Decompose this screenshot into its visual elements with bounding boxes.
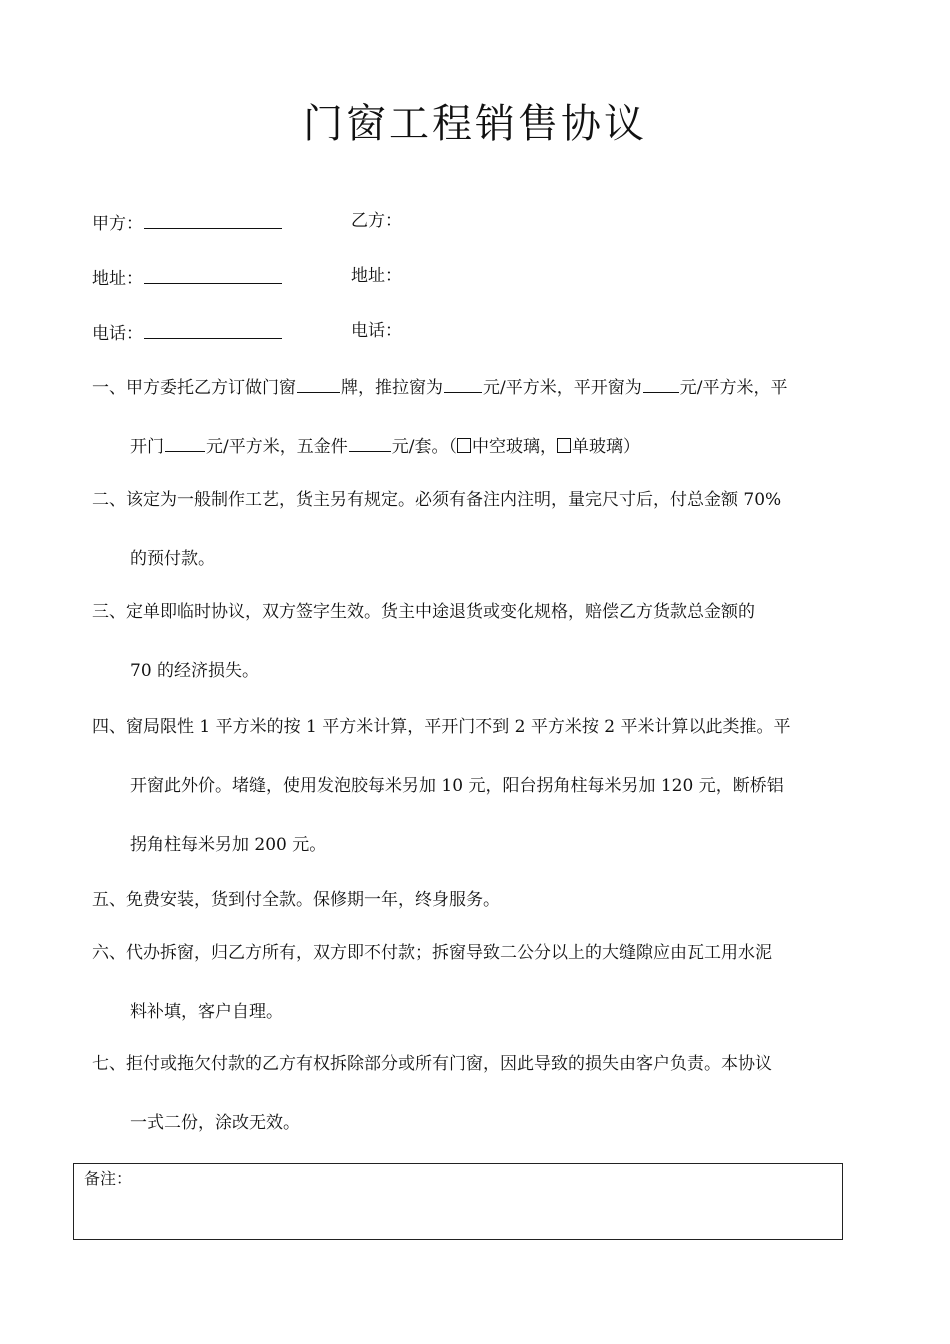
clause-4-line-1: 四、窗局限性 1 平方米的按 1 平方米计算，平开门不到 2 平方米按 2 平米计算以此类推。平 xyxy=(92,717,791,737)
clause-1-text-f: 元/平方米，五金件 xyxy=(206,437,348,457)
clause-1-text-b: 牌，推拉窗为 xyxy=(341,378,443,398)
clause-6-line-2: 料补填，客户自理。 xyxy=(130,1002,283,1022)
clause-1-text-a: 一、甲方委托乙方订做门窗 xyxy=(92,378,296,398)
party-b-phone-field xyxy=(351,319,402,343)
clause-3-line-1: 三、定单即临时协议，双方签字生效。货主中途退货或变化规格，赔偿乙方货款总金额的 xyxy=(92,602,755,622)
party-b-field xyxy=(351,209,402,233)
sliding-window-price-blank[interactable] xyxy=(444,373,482,393)
party-a-phone-label: 电话： xyxy=(92,324,143,344)
single-glass-option-label: 单玻璃） xyxy=(571,437,640,457)
door-price-blank[interactable] xyxy=(165,432,205,452)
clause-1-line-1 xyxy=(92,373,787,400)
brand-blank[interactable] xyxy=(297,373,340,393)
clause-1-line-2 xyxy=(130,432,640,459)
clause-4-line-3: 拐角柱每米另加 200 元。 xyxy=(130,835,327,855)
clause-2-line-1: 二、该定为一般制作工艺，货主另有规定。必须有备注内注明，量完尺寸后，付总金额 70% xyxy=(92,490,782,510)
party-a-field xyxy=(92,209,283,236)
clause-7-line-1: 七、拒付或拖欠付款的乙方有权拆除部分或所有门窗，因此导致的损失由客户负责。本协议 xyxy=(92,1054,772,1074)
party-b-address-field xyxy=(351,264,402,288)
clause-3-line-2: 70 的经济损失。 xyxy=(130,661,260,681)
party-a-address-label: 地址： xyxy=(92,269,143,289)
clause-1-text-g: 元/套。（ xyxy=(391,437,457,457)
party-a-address-blank[interactable] xyxy=(144,264,282,284)
party-a-phone-blank[interactable] xyxy=(144,319,282,339)
clause-1-text-c: 元/平方米，平开窗为 xyxy=(483,378,642,398)
party-b-address-label: 地址： xyxy=(351,266,402,286)
document-title: 门窗工程销售协议 xyxy=(303,101,647,147)
clause-5-line-1: 五、免费安装，货到付全款。保修期一年，终身服务。 xyxy=(92,890,500,910)
hollow-glass-checkbox[interactable] xyxy=(457,438,471,453)
party-a-phone-field xyxy=(92,319,283,346)
clause-1-text-e: 开门 xyxy=(130,437,164,457)
party-b-phone-label: 电话： xyxy=(351,321,402,341)
clause-1-text-d: 元/平方米，平 xyxy=(679,378,788,398)
party-a-label: 甲方： xyxy=(92,214,143,234)
clause-7-line-2: 一式二份，涂改无效。 xyxy=(130,1113,300,1133)
clause-6-line-1: 六、代办拆窗，归乙方所有，双方即不付款；拆窗导致二公分以上的大缝隙应由瓦工用水泥 xyxy=(92,943,772,963)
single-glass-checkbox[interactable] xyxy=(557,438,571,453)
party-a-address-field xyxy=(92,264,283,291)
party-b-label: 乙方： xyxy=(351,211,402,231)
hardware-price-blank[interactable] xyxy=(349,432,391,452)
remarks-box[interactable] xyxy=(73,1163,843,1240)
clause-4-line-2: 开窗此外价。堵缝，使用发泡胶每米另加 10 元，阳台拐角柱每米另加 120 元，断桥铝 xyxy=(130,776,784,796)
casement-window-price-blank[interactable] xyxy=(643,373,679,393)
party-a-blank[interactable] xyxy=(144,209,282,229)
clause-2-line-2: 的预付款。 xyxy=(130,549,215,569)
remarks-label: 备注： xyxy=(84,1169,133,1188)
hollow-glass-option-label: 中空玻璃， xyxy=(471,437,557,457)
